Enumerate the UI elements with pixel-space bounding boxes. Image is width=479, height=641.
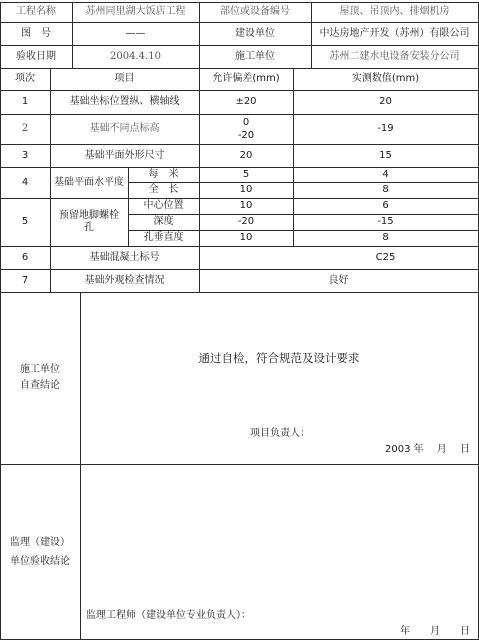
- self-check-date: 2003 年 月 日: [385, 444, 470, 455]
- project-manager-label: 项目负责人：: [250, 428, 310, 439]
- equipment-no-label: 部位或设备编号: [220, 6, 290, 17]
- drawing-no-value: ——: [125, 27, 146, 39]
- supervising-engineer-label: 监理工程师（建设单位专业负责人）：: [86, 610, 251, 621]
- supervision-label-line2: 单位验收结论: [10, 555, 70, 567]
- builder-value: 中达房地产开发（苏州）有限公司: [319, 27, 470, 39]
- row-2-no: 2: [21, 123, 29, 134]
- row-5-sub-3-label: 孔垂直度: [143, 232, 184, 243]
- self-check-label-line2: 自查结论: [20, 380, 60, 391]
- row-4-sub-1-tolerance: 5: [242, 168, 250, 180]
- row-2-tolerance-upper: 0: [242, 117, 250, 128]
- row-7-result: 良好: [328, 274, 349, 286]
- column-header-tolerance: 允许偏差(mm): [212, 73, 280, 84]
- row-1-no: 1: [21, 96, 29, 107]
- row-2-measured: -19: [377, 123, 394, 134]
- row-4-sub-2-measured: 8: [382, 184, 389, 195]
- row-4-sub-2-label: 全 长: [148, 184, 179, 195]
- inspection-date-label: 验收日期: [16, 50, 56, 62]
- self-check-label-line1: 施工单位: [20, 364, 60, 375]
- project-name-value: 苏州同里湖大饭店工程: [85, 6, 186, 17]
- contractor-label: 施工单位: [235, 50, 275, 62]
- row-4-item: 基础平面水平度: [54, 176, 124, 188]
- row-4-sub-1-label: 每 米: [148, 168, 179, 180]
- row-7-item: 基础外观检查情况: [84, 274, 165, 286]
- row-3-item: 基础平面外形尺寸: [84, 149, 165, 161]
- row-5-sub-3-measured: 8: [382, 232, 389, 243]
- self-check-label: [0, 292, 80, 464]
- column-header-measured: 实测数值(mm): [351, 73, 420, 84]
- column-header-item-no: 项次: [15, 73, 35, 84]
- supervision-label: [0, 464, 80, 639]
- row-5-sub-1-tolerance: 10: [239, 200, 253, 211]
- row-5-sub-3-tolerance: 10: [239, 232, 253, 243]
- self-check-conclusion: 通过自检，符合规范及设计要求: [198, 351, 360, 365]
- row-4-sub-1-measured: 4: [382, 168, 389, 180]
- row-5-sub-1-measured: 6: [382, 200, 389, 211]
- equipment-no-value: 屋顶、吊顶内、排烟机房: [339, 6, 450, 17]
- row-3-tolerance: 20: [239, 149, 253, 161]
- row-5-sub-1-label: 中心位置: [143, 200, 184, 211]
- row-1-measured: 20: [379, 96, 392, 107]
- row-7-no: 7: [21, 274, 29, 286]
- row-1-tolerance: ±20: [235, 96, 257, 107]
- contractor-value: 苏州二建水电设备安装分公司: [329, 50, 460, 62]
- row-5-sub-2-measured: -15: [377, 216, 394, 227]
- rule: [80, 292, 81, 640]
- row-2-item: 基础不同点标高: [89, 123, 160, 134]
- row-5-no: 5: [21, 216, 29, 227]
- inspection-date-value: 2004.4.10: [110, 50, 161, 62]
- row-5-sub-2-label: 深度: [153, 216, 174, 227]
- project-name-label: 工程名称: [16, 6, 56, 17]
- supervision-label-line1: 监理（建设）: [10, 536, 70, 548]
- rule: [0, 639, 479, 640]
- supervision-date: 年 月 日: [400, 625, 470, 637]
- row-5-sub-2-tolerance: -20: [237, 216, 255, 227]
- row-2-tolerance-lower: -20: [237, 130, 255, 141]
- row-2-tolerance: [199, 114, 293, 144]
- row-6-measured: C25: [375, 251, 396, 263]
- row-6-item: 基础混凝土标号: [89, 251, 160, 263]
- row-1-item: 基础坐标位置纵、横轴线: [69, 96, 180, 107]
- row-4-no: 4: [21, 176, 29, 188]
- row-6-tolerance: [199, 246, 293, 269]
- row-3-no: 3: [21, 149, 29, 161]
- row-5-item: 预留地脚螺栓孔: [59, 210, 119, 233]
- row-3-measured: 15: [379, 149, 392, 161]
- drawing-no-label: 图 号: [21, 27, 51, 39]
- row-4-sub-2-tolerance: 10: [239, 184, 253, 195]
- builder-label: 建设单位: [235, 27, 275, 39]
- row-6-no: 6: [21, 251, 29, 263]
- column-header-item: 项目: [114, 73, 135, 84]
